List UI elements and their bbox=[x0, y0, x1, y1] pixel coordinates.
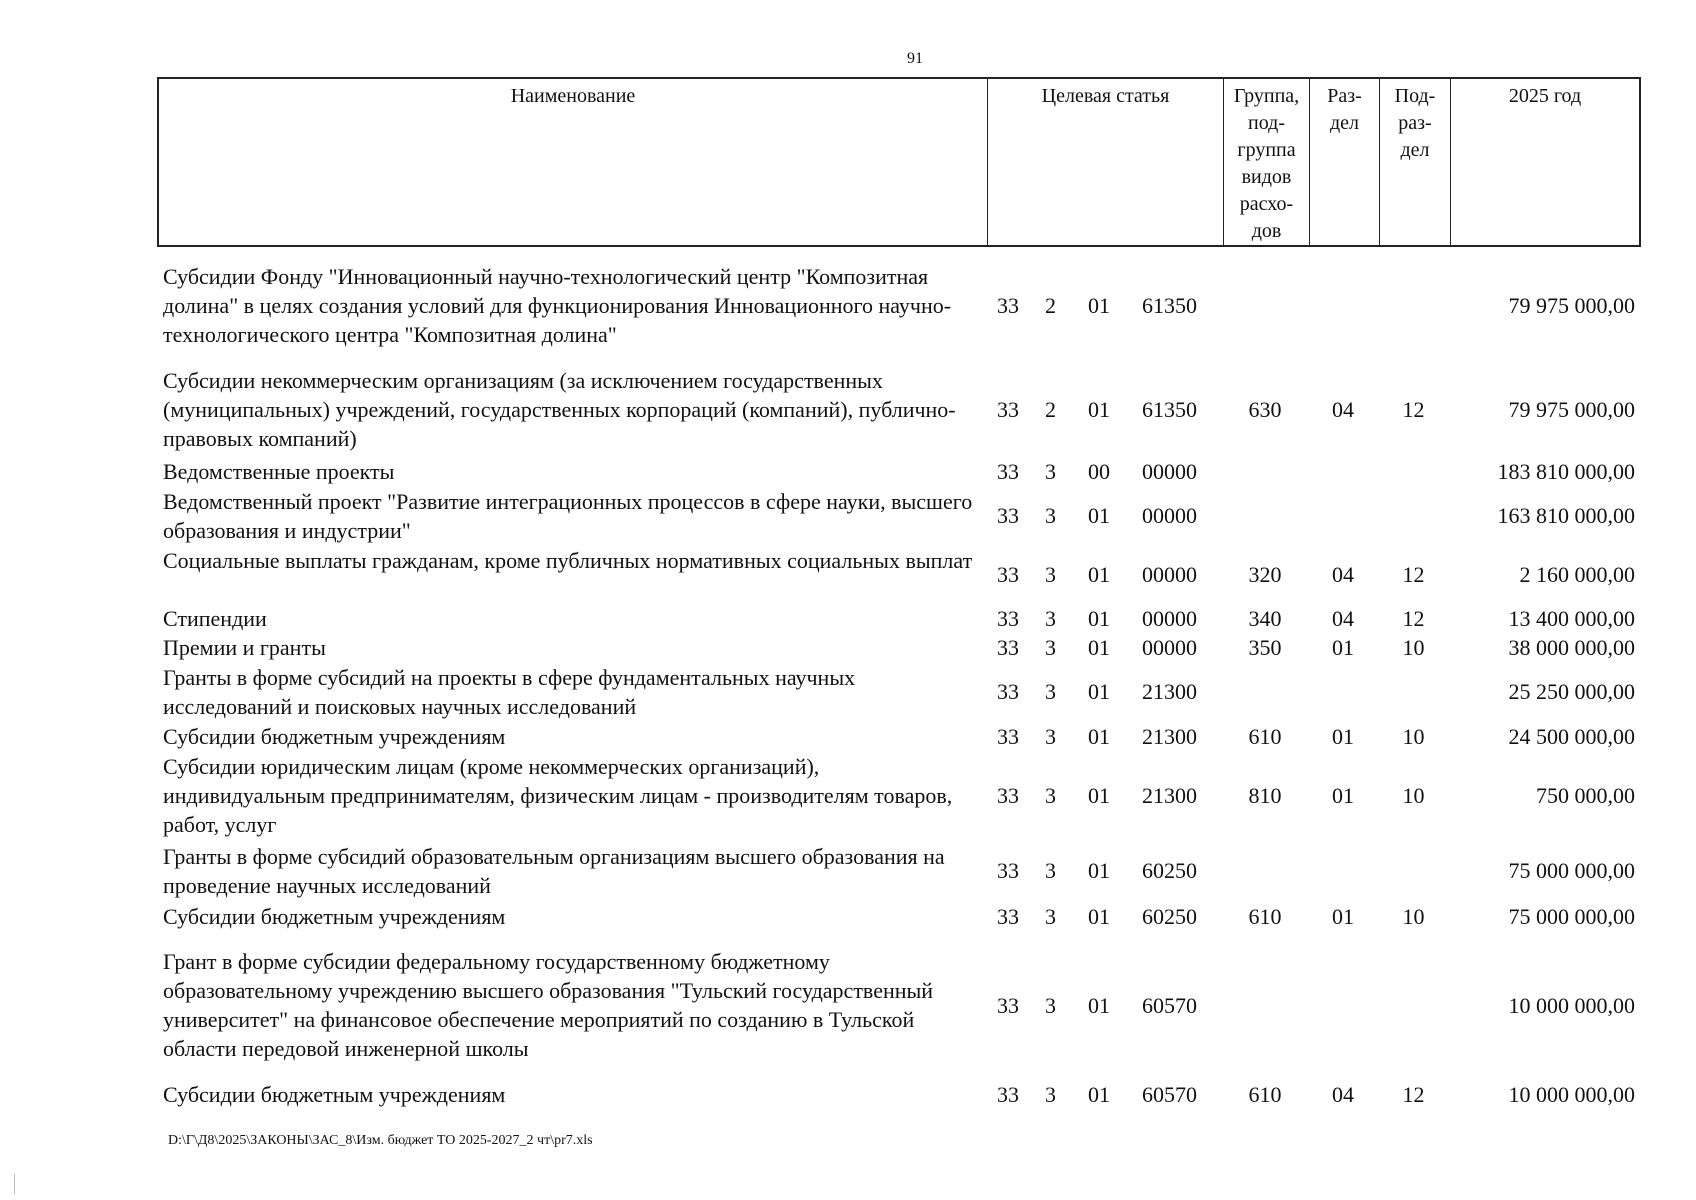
row-subsection: 10 bbox=[1402, 634, 1425, 660]
target-code-c3: 01 bbox=[1088, 679, 1110, 704]
row-group: 610 bbox=[1248, 1081, 1282, 1107]
row-section bbox=[1308, 947, 1378, 1064]
row-section bbox=[1308, 842, 1378, 900]
row-group bbox=[1222, 457, 1308, 486]
row-subsection: 10 bbox=[1402, 903, 1425, 929]
row-name: Субсидии бюджетным учреждениям bbox=[163, 1082, 506, 1107]
row-section: 01 bbox=[1332, 903, 1354, 929]
row-name: Социальные выплаты гражданам, кроме публичных нормативных социальных выплат bbox=[163, 548, 973, 573]
row-section: 01 bbox=[1332, 783, 1354, 808]
row-subsection: 12 bbox=[1402, 1081, 1425, 1107]
header-target: Целевая статья bbox=[988, 79, 1224, 245]
row-subsection: 10 bbox=[1402, 783, 1425, 808]
table-row bbox=[157, 1080, 1641, 1109]
row-group bbox=[1222, 262, 1308, 350]
row-group: 610 bbox=[1248, 723, 1282, 749]
row-amount: 163 810 000,00 bbox=[1497, 503, 1635, 528]
target-code-c2: 3 bbox=[1045, 634, 1056, 660]
target-code-c3: 01 bbox=[1088, 605, 1110, 631]
target-code-c3: 00 bbox=[1088, 458, 1110, 484]
target-code-c4: 00000 bbox=[1142, 634, 1197, 660]
row-section bbox=[1308, 663, 1378, 721]
row-amount: 75 000 000,00 bbox=[1508, 858, 1635, 883]
row-amount: 24 500 000,00 bbox=[1508, 723, 1635, 749]
target-code-c4: 00000 bbox=[1142, 562, 1197, 587]
target-code-c2: 3 bbox=[1045, 1081, 1056, 1107]
row-section bbox=[1308, 487, 1378, 545]
row-group bbox=[1222, 842, 1308, 900]
table-row bbox=[157, 947, 1641, 1064]
row-amount: 38 000 000,00 bbox=[1508, 634, 1635, 660]
row-amount: 10 000 000,00 bbox=[1508, 992, 1635, 1018]
table-header bbox=[157, 77, 1641, 247]
target-code-c2: 3 bbox=[1045, 458, 1056, 484]
target-code-c3: 01 bbox=[1088, 1081, 1110, 1107]
table-row bbox=[157, 457, 1641, 486]
header-name: Наименование bbox=[159, 79, 988, 245]
row-name: Субсидии юридическим лицам (кроме некоммерческих организаций), индивидуальным предпринимателям, физическим лицам - производителям товаров, работ, услуг bbox=[163, 754, 953, 837]
row-name: Субсидии Фонду "Инновационный научно-технологический центр "Композитная долина" в целях создания условий для функционирования Инновационного научно-технологического центра "Композитная долина" bbox=[163, 264, 952, 347]
target-code-c2: 3 bbox=[1045, 783, 1056, 808]
file-path: D:\Г\Д8\2025\ЗАКОНЫ\ЗАС_8\Изм. бюджет ТО 2025-2027_2 чт\pr7.xls bbox=[168, 1133, 593, 1148]
row-group: 630 bbox=[1248, 397, 1282, 422]
table-row bbox=[157, 902, 1641, 931]
target-code-c3: 01 bbox=[1088, 858, 1110, 883]
target-code-c4: 60570 bbox=[1142, 992, 1197, 1018]
page-number: 91 bbox=[907, 50, 923, 67]
target-code-c4: 00000 bbox=[1142, 458, 1197, 484]
target-code-c4: 21300 bbox=[1142, 723, 1197, 749]
target-code-c3: 01 bbox=[1088, 293, 1110, 318]
header-group: Группа, под- группа видов расхо- дов bbox=[1224, 79, 1310, 245]
target-code-c4: 00000 bbox=[1142, 503, 1197, 528]
target-code-c3: 01 bbox=[1088, 783, 1110, 808]
row-name: Грант в форме субсидии федеральному государственному бюджетному образовательному учреждению высшего образования "Тульский государственный университет" на финансовое обеспечение мероприятий по созданию в Тульской области передовой инженерной школы bbox=[163, 949, 934, 1061]
row-group bbox=[1222, 487, 1308, 545]
row-section: 04 bbox=[1332, 605, 1354, 631]
row-name: Стипендии bbox=[163, 606, 267, 631]
target-code-c1: 33 bbox=[997, 858, 1019, 883]
row-subsection: 10 bbox=[1402, 723, 1425, 749]
table-row bbox=[157, 722, 1641, 751]
target-code-c1: 33 bbox=[997, 679, 1019, 704]
row-amount: 75 000 000,00 bbox=[1508, 903, 1635, 929]
target-code-c4: 21300 bbox=[1142, 679, 1197, 704]
row-amount: 79 975 000,00 bbox=[1508, 293, 1635, 318]
header-subsection: Под- раз- дел bbox=[1380, 79, 1451, 245]
target-code-c1: 33 bbox=[997, 1081, 1019, 1107]
target-code-c2: 3 bbox=[1045, 858, 1056, 883]
target-code-c2: 2 bbox=[1045, 397, 1056, 422]
row-name: Субсидии бюджетным учреждениям bbox=[163, 724, 506, 749]
row-amount: 750 000,00 bbox=[1536, 783, 1635, 808]
target-code-c2: 2 bbox=[1045, 293, 1056, 318]
row-section: 01 bbox=[1332, 723, 1354, 749]
target-code-c4: 60250 bbox=[1142, 858, 1197, 883]
target-code-c4: 60250 bbox=[1142, 903, 1197, 929]
target-code-c3: 01 bbox=[1088, 723, 1110, 749]
target-code-c2: 3 bbox=[1045, 562, 1056, 587]
target-code-c1: 33 bbox=[997, 605, 1019, 631]
table-row bbox=[157, 752, 1641, 840]
table-row bbox=[157, 842, 1641, 900]
target-code-c1: 33 bbox=[997, 293, 1019, 318]
row-name: Ведомственные проекты bbox=[163, 459, 395, 484]
row-group: 340 bbox=[1248, 605, 1282, 631]
row-group bbox=[1222, 947, 1308, 1064]
target-code-c3: 01 bbox=[1088, 992, 1110, 1018]
row-section: 04 bbox=[1332, 562, 1354, 587]
header-section: Раз- дел bbox=[1310, 79, 1380, 245]
target-code-c2: 3 bbox=[1045, 503, 1056, 528]
row-subsection: 12 bbox=[1402, 562, 1425, 587]
target-code-c4: 21300 bbox=[1142, 783, 1197, 808]
row-section: 04 bbox=[1332, 397, 1354, 422]
target-code-c3: 01 bbox=[1088, 503, 1110, 528]
row-name: Премии и гранты bbox=[163, 635, 326, 660]
row-section bbox=[1308, 457, 1378, 486]
row-name: Субсидии некоммерческим организациям (за исключением государственных (муниципальных) учреждений, государственных корпораций (компаний), публично-правовых компаний) bbox=[163, 368, 956, 451]
target-code-c4: 60570 bbox=[1142, 1081, 1197, 1107]
table-row bbox=[157, 487, 1641, 545]
target-code-c1: 33 bbox=[997, 903, 1019, 929]
row-name: Гранты в форме субсидий на проекты в сфере фундаментальных научных исследований и поисковых научных исследований bbox=[163, 665, 856, 719]
row-amount: 25 250 000,00 bbox=[1508, 679, 1635, 704]
row-amount: 183 810 000,00 bbox=[1497, 458, 1635, 484]
row-group: 320 bbox=[1248, 562, 1282, 587]
target-code-c2: 3 bbox=[1045, 903, 1056, 929]
target-code-c1: 33 bbox=[997, 634, 1019, 660]
target-code-c4: 61350 bbox=[1142, 397, 1197, 422]
target-code-c1: 33 bbox=[997, 723, 1019, 749]
row-group bbox=[1222, 663, 1308, 721]
target-code-c1: 33 bbox=[997, 503, 1019, 528]
target-code-c3: 01 bbox=[1088, 903, 1110, 929]
table-row bbox=[157, 604, 1641, 633]
table-row bbox=[157, 633, 1641, 662]
target-code-c1: 33 bbox=[997, 992, 1019, 1018]
target-code-c1: 33 bbox=[997, 562, 1019, 587]
table-row bbox=[157, 663, 1641, 721]
row-amount: 13 400 000,00 bbox=[1508, 605, 1635, 631]
row-amount: 10 000 000,00 bbox=[1508, 1081, 1635, 1107]
row-name: Гранты в форме субсидий образовательным организациям высшего образования на проведение научных исследований bbox=[163, 844, 945, 898]
target-code-c1: 33 bbox=[997, 397, 1019, 422]
row-amount: 2 160 000,00 bbox=[1519, 562, 1635, 587]
target-code-c3: 01 bbox=[1088, 634, 1110, 660]
target-code-c3: 01 bbox=[1088, 397, 1110, 422]
target-code-c3: 01 bbox=[1088, 562, 1110, 587]
row-group: 350 bbox=[1248, 634, 1282, 660]
row-section: 01 bbox=[1332, 634, 1354, 660]
target-code-c4: 00000 bbox=[1142, 605, 1197, 631]
row-name: Ведомственный проект "Развитие интеграционных процессов в сфере науки, высшего образования и индустрии" bbox=[163, 489, 973, 543]
row-group: 810 bbox=[1248, 783, 1282, 808]
target-code-c2: 3 bbox=[1045, 992, 1056, 1018]
target-code-c2: 3 bbox=[1045, 605, 1056, 631]
margin-mark bbox=[14, 1174, 15, 1194]
target-code-c1: 33 bbox=[997, 783, 1019, 808]
table-row bbox=[157, 262, 1641, 350]
row-subsection: 12 bbox=[1402, 605, 1425, 631]
table-row bbox=[157, 546, 1641, 604]
header-year: 2025 год bbox=[1508, 85, 1582, 107]
target-code-c2: 3 bbox=[1045, 679, 1056, 704]
row-amount: 79 975 000,00 bbox=[1508, 397, 1635, 422]
row-name: Субсидии бюджетным учреждениям bbox=[163, 904, 506, 929]
row-subsection: 12 bbox=[1402, 397, 1425, 422]
table-row bbox=[157, 366, 1641, 454]
row-section bbox=[1308, 262, 1378, 350]
target-code-c4: 61350 bbox=[1142, 293, 1197, 318]
target-code-c1: 33 bbox=[997, 458, 1019, 484]
row-section: 04 bbox=[1332, 1081, 1354, 1107]
row-group: 610 bbox=[1248, 903, 1282, 929]
target-code-c2: 3 bbox=[1045, 723, 1056, 749]
